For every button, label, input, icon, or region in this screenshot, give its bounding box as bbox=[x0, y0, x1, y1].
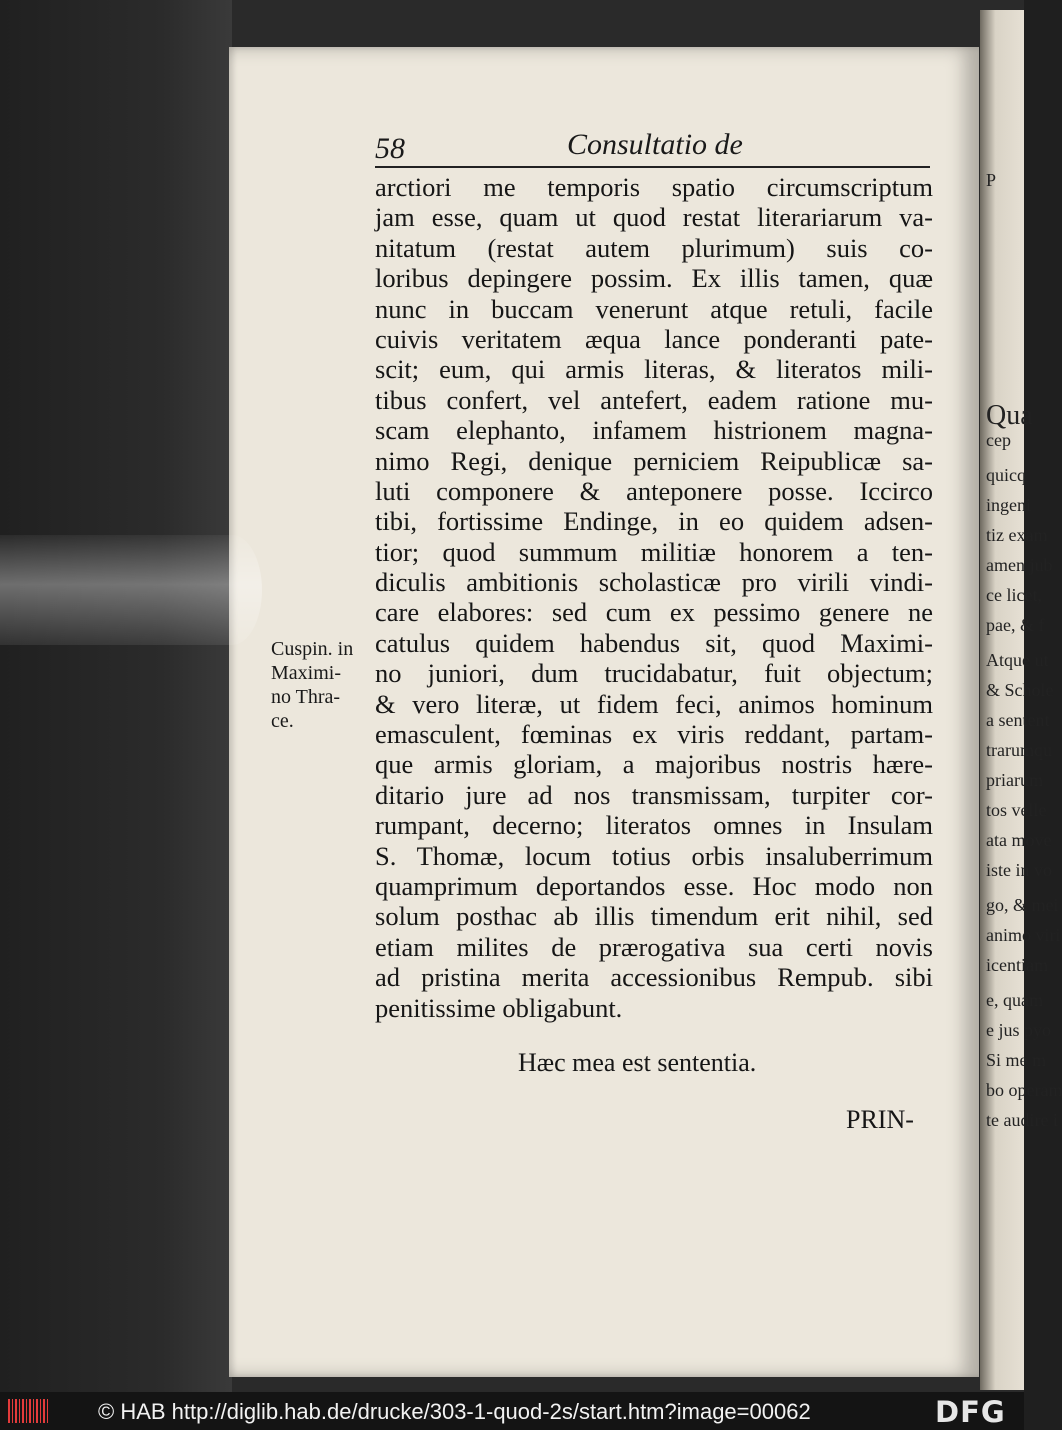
text-line: nitatum (restat autem plurimum) suis co- bbox=[375, 232, 933, 263]
header-rule bbox=[375, 166, 930, 168]
adjacent-page-edge bbox=[980, 10, 1062, 1390]
text-line: catulus quidem habendus sit, quod Maximi- bbox=[375, 627, 933, 658]
text-line: solum posthac ab illis timendum erit nihil, sed bbox=[375, 901, 933, 932]
text-line: scam elephanto, infamem histrionem magna- bbox=[375, 415, 933, 446]
adjacent-page-fragment: go, & mei bbox=[986, 895, 1059, 915]
adjacent-page-fragment: quicq bbox=[986, 465, 1026, 485]
adjacent-page-fragment: iste in vo bbox=[986, 860, 1052, 880]
text-line: rumpant, decerno; literatos omnes in Insulam bbox=[375, 810, 933, 841]
catchword: PRIN- bbox=[846, 1105, 914, 1134]
page-header bbox=[375, 128, 930, 168]
text-line: no juniori, dum trucidabatur, fuit objectum; bbox=[375, 658, 933, 689]
text-line: tior; quod summum militiæ honorem a ten- bbox=[375, 536, 933, 567]
adjacent-page-fragment: ce licet, bbox=[986, 585, 1042, 605]
adjacent-page-fragment: tos velle bbox=[986, 800, 1047, 820]
text-line: care elabores: sed cum ex pessimo genere ne bbox=[375, 597, 933, 628]
adjacent-page-fragment: tiz exam bbox=[986, 525, 1048, 545]
text-line: ditario jure ad nos transmissam, turpiter cor- bbox=[375, 779, 933, 810]
adjacent-page-fragment: a sentent bbox=[986, 710, 1050, 730]
text-line: luti componere & anteponere posse. Iccirco bbox=[375, 475, 933, 506]
text-line: quamprimum deportandos esse. Hoc modo non bbox=[375, 870, 933, 901]
adjacent-page-fragment: & Schole bbox=[986, 680, 1054, 700]
marginal-note-line: ce. bbox=[271, 710, 294, 732]
adjacent-page-fragment: ingeni bbox=[986, 495, 1031, 515]
adjacent-page-fragment: trarumqu bbox=[986, 740, 1052, 760]
text-line: emasculent, fœminas ex viris reddant, partam- bbox=[375, 719, 933, 750]
text-line: ad pristina merita accessionibus Rempub. sibi bbox=[375, 962, 933, 993]
adjacent-page-fragment: e, quam bbox=[986, 990, 1043, 1010]
marginal-note-line: no Thra- bbox=[271, 686, 341, 708]
glass-clamp bbox=[0, 535, 262, 645]
text-line: scit; eum, qui armis literas, & literatos mili- bbox=[375, 354, 933, 385]
text-line: nunc in buccam venerunt atque retuli, facile bbox=[375, 293, 933, 324]
adjacent-page-fragment: Si me m bbox=[986, 1050, 1047, 1070]
text-line: arctiori me temporis spatio circumscriptum bbox=[375, 172, 933, 202]
copyright-link[interactable]: © HAB http://diglib.hab.de/drucke/303-1-quod-2s/start.htm?image=00062 bbox=[98, 1399, 811, 1424]
text-line: S. Thomæ, locum totius orbis insaluberrimum bbox=[375, 840, 933, 871]
adjacent-page-fragment: Qua bbox=[986, 400, 1033, 431]
text-line: tibus confert, vel antefert, eadem ratione mu- bbox=[375, 384, 933, 415]
barcode-icon bbox=[8, 1399, 48, 1423]
adjacent-page-fragment: e jus pyo bbox=[986, 1020, 1051, 1040]
text-line: tibi, fortissime Endinge, in eo quidem adsen- bbox=[375, 506, 933, 537]
marginal-note-line: Maximi- bbox=[271, 662, 341, 684]
adjacent-page-fragment: icentiam bbox=[986, 955, 1048, 975]
running-title: Consultatio de bbox=[567, 128, 743, 161]
text-line: cuivis veritatem æqua lance ponderanti pate- bbox=[375, 323, 933, 354]
text-line: diculis ambitionis scholasticæ pro virili vindi- bbox=[375, 567, 933, 598]
adjacent-page-fragment: P bbox=[986, 170, 997, 190]
adjacent-page-fragment: priarum bbox=[986, 770, 1043, 790]
adjacent-page-fragment: pae, & f bbox=[986, 615, 1045, 635]
book-left-edge bbox=[0, 0, 232, 1392]
adjacent-page-fragment: bo operam bbox=[986, 1080, 1062, 1100]
signature-line: Hæc mea est sententia. bbox=[518, 1048, 757, 1077]
dfg-logo: DFG bbox=[935, 1395, 1006, 1429]
adjacent-page-fragment: ata move bbox=[986, 830, 1052, 850]
text-line: jam esse, quam ut quod restat literariarum va- bbox=[375, 202, 933, 233]
page-number: 58 bbox=[375, 132, 405, 165]
text-line: loribus depingere possim. Ex illis tamen, quæ bbox=[375, 263, 933, 294]
text-line: que armis gloriam, a majoribus nostris hære- bbox=[375, 749, 933, 780]
body-text bbox=[375, 172, 933, 1023]
viewer-footer bbox=[0, 1392, 1024, 1430]
adjacent-page-fragment: cep bbox=[986, 430, 1011, 450]
text-line: etiam milites de prærogativa sua certi novis bbox=[375, 931, 933, 962]
adjacent-page-fragment: te audire i bbox=[986, 1110, 1058, 1130]
text-line: nimo Regi, denique perniciem Reipublicæ sa- bbox=[375, 445, 933, 476]
marginal-note bbox=[271, 637, 375, 733]
text-line: & vero literæ, ut fidem feci, animos hominum bbox=[375, 688, 933, 719]
marginal-note-line: Cuspin. in bbox=[271, 638, 354, 660]
adjacent-page-fragment: animo viri bbox=[986, 925, 1061, 945]
text-line: penitissime obligabunt. bbox=[375, 992, 623, 1023]
adjacent-page-fragment: Atque ut bbox=[986, 650, 1049, 670]
adjacent-page-fragment: amen jub bbox=[986, 555, 1053, 575]
